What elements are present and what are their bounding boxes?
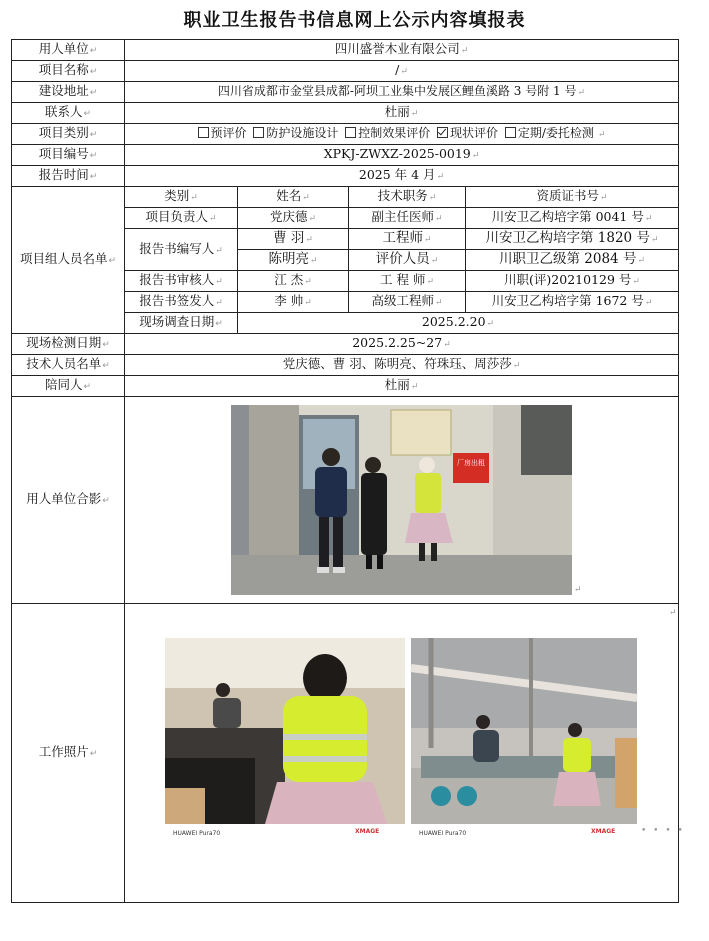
contact-label: 联系人↵	[12, 103, 125, 124]
employer-label: 用人单位↵	[12, 40, 125, 61]
row-test-date	[12, 334, 679, 355]
category-options: 预评价 防护设施设计 控制效果评价 现状评价 定期/委托检测 ↵	[125, 124, 679, 145]
checkbox-icon	[505, 127, 516, 138]
row-report-time	[12, 166, 679, 187]
team-title: 工程师↵	[349, 229, 466, 250]
project-no-label: 项目编号↵	[12, 145, 125, 166]
category-option-control-eval[interactable]: 控制效果评价	[345, 126, 430, 140]
camera-caption: HUAWEI Pura70	[173, 830, 221, 837]
row-contact	[12, 103, 679, 124]
team-name: 江 杰↵	[238, 271, 349, 292]
team-header-title: 技术职务↵	[349, 187, 466, 208]
team-role: 项目负责人↵	[125, 208, 238, 229]
category-option-protection-design[interactable]: 防护设施设计	[253, 126, 338, 140]
camera-caption: HUAWEI Pura70	[419, 830, 467, 837]
survey-date-label: 现场调查日期↵	[125, 313, 238, 334]
team-cert: 川安卫乙构培字第 0041 号↵	[466, 208, 679, 229]
survey-date-value: 2025.2.20↵	[238, 313, 679, 334]
checkbox-icon	[345, 127, 356, 138]
report-time-value: 2025 年 4 月↵	[125, 166, 679, 187]
team-cert: 川职卫乙级第 2084 号↵	[466, 250, 679, 271]
team-header-cert: 资质证书号↵	[466, 187, 679, 208]
row-category	[12, 124, 679, 145]
team-role: 报告书签发人↵	[125, 292, 238, 313]
team-name: 曹 羽↵	[238, 229, 349, 250]
disclosure-form-table	[11, 39, 685, 903]
team-title: 评价人员↵	[349, 250, 466, 271]
tech-staff-label: 技术人员名单↵	[12, 355, 125, 376]
team-title: 高级工程师↵	[349, 292, 466, 313]
project-no-value: XPKJ-ZWXZ-2025-0019↵	[125, 145, 679, 166]
category-option-pre-eval[interactable]: 预评价	[198, 126, 247, 140]
team-title: 工 程 师↵	[349, 271, 466, 292]
team-role: 报告书审核人↵	[125, 271, 238, 292]
category-label: 项目类别↵	[12, 124, 125, 145]
team-name: 李 帅↵	[238, 292, 349, 313]
project-name-label: 项目名称↵	[12, 61, 125, 82]
team-header-row	[12, 187, 679, 208]
row-work-photos	[12, 604, 679, 903]
work-photos-label: 工作照片↵	[12, 604, 125, 903]
report-time-label: 报告时间↵	[12, 166, 125, 187]
row-address	[12, 82, 679, 103]
group-photo	[231, 405, 572, 595]
form-title: 职业卫生报告书信息网上公示内容填报表	[183, 10, 526, 31]
contact-value: 杜丽↵	[125, 103, 679, 124]
team-name: 党庆德↵	[238, 208, 349, 229]
row-group-photo	[12, 397, 679, 604]
row-project-no	[12, 145, 679, 166]
row-project-name	[12, 61, 679, 82]
team-role: 报告书编写人↵	[125, 229, 238, 271]
address-label: 建设地址↵	[12, 82, 125, 103]
brand-caption: XMAGE	[591, 828, 616, 835]
checkbox-checked-icon	[437, 127, 448, 138]
row-escort	[12, 376, 679, 397]
work-photo-1-image	[165, 638, 405, 824]
brand-caption: XMAGE	[355, 828, 380, 835]
work-photo-2	[411, 638, 637, 837]
row-tech-staff	[12, 355, 679, 376]
employer-value: 四川盛誉木业有限公司↵	[125, 40, 679, 61]
group-photo-label: 用人单位合影↵	[12, 397, 125, 604]
test-date-label: 现场检测日期↵	[12, 334, 125, 355]
escort-label: 陪同人↵	[12, 376, 125, 397]
work-photo-2-image	[411, 638, 637, 824]
category-option-status-eval[interactable]: 现状评价	[437, 126, 498, 140]
test-date-value: 2025.2.25~27↵	[125, 334, 679, 355]
team-title: 副主任医师↵	[349, 208, 466, 229]
address-value: 四川省成都市金堂县成都-阿坝工业集中发展区鲤鱼溪路 3 号附 1 号↵	[125, 82, 679, 103]
category-option-periodic-test[interactable]: 定期/委托检测	[505, 126, 594, 140]
team-cert: 川安卫乙构培字第 1820 号↵	[466, 229, 679, 250]
team-label: 项目组人员名单↵	[12, 187, 125, 334]
team-header-role: 类别↵	[125, 187, 238, 208]
work-photo-1	[165, 638, 405, 837]
team-cert: 川职(评)20210129 号↵	[466, 271, 679, 292]
escort-value: 杜丽↵	[125, 376, 679, 397]
row-employer	[12, 40, 679, 61]
checkbox-icon	[253, 127, 264, 138]
group-photo-image	[231, 405, 572, 595]
tech-staff-value: 党庆德、曹 羽、陈明亮、符珠珏、周莎莎↵	[125, 355, 679, 376]
team-header-name: 姓名↵	[238, 187, 349, 208]
group-photo-cell: 厂房出租 ↵	[125, 397, 679, 604]
work-photos-cell: ↵ HUAWEI Pura70 XMAGE HUAWEI Pura70 XMAGE • • • •	[125, 604, 679, 903]
team-name: 陈明亮↵	[238, 250, 349, 271]
team-cert: 川安卫乙构培字第 1672 号↵	[466, 292, 679, 313]
checkbox-icon	[198, 127, 209, 138]
sign-text: 厂房出租	[457, 459, 485, 467]
project-name-value: /↵	[125, 61, 679, 82]
